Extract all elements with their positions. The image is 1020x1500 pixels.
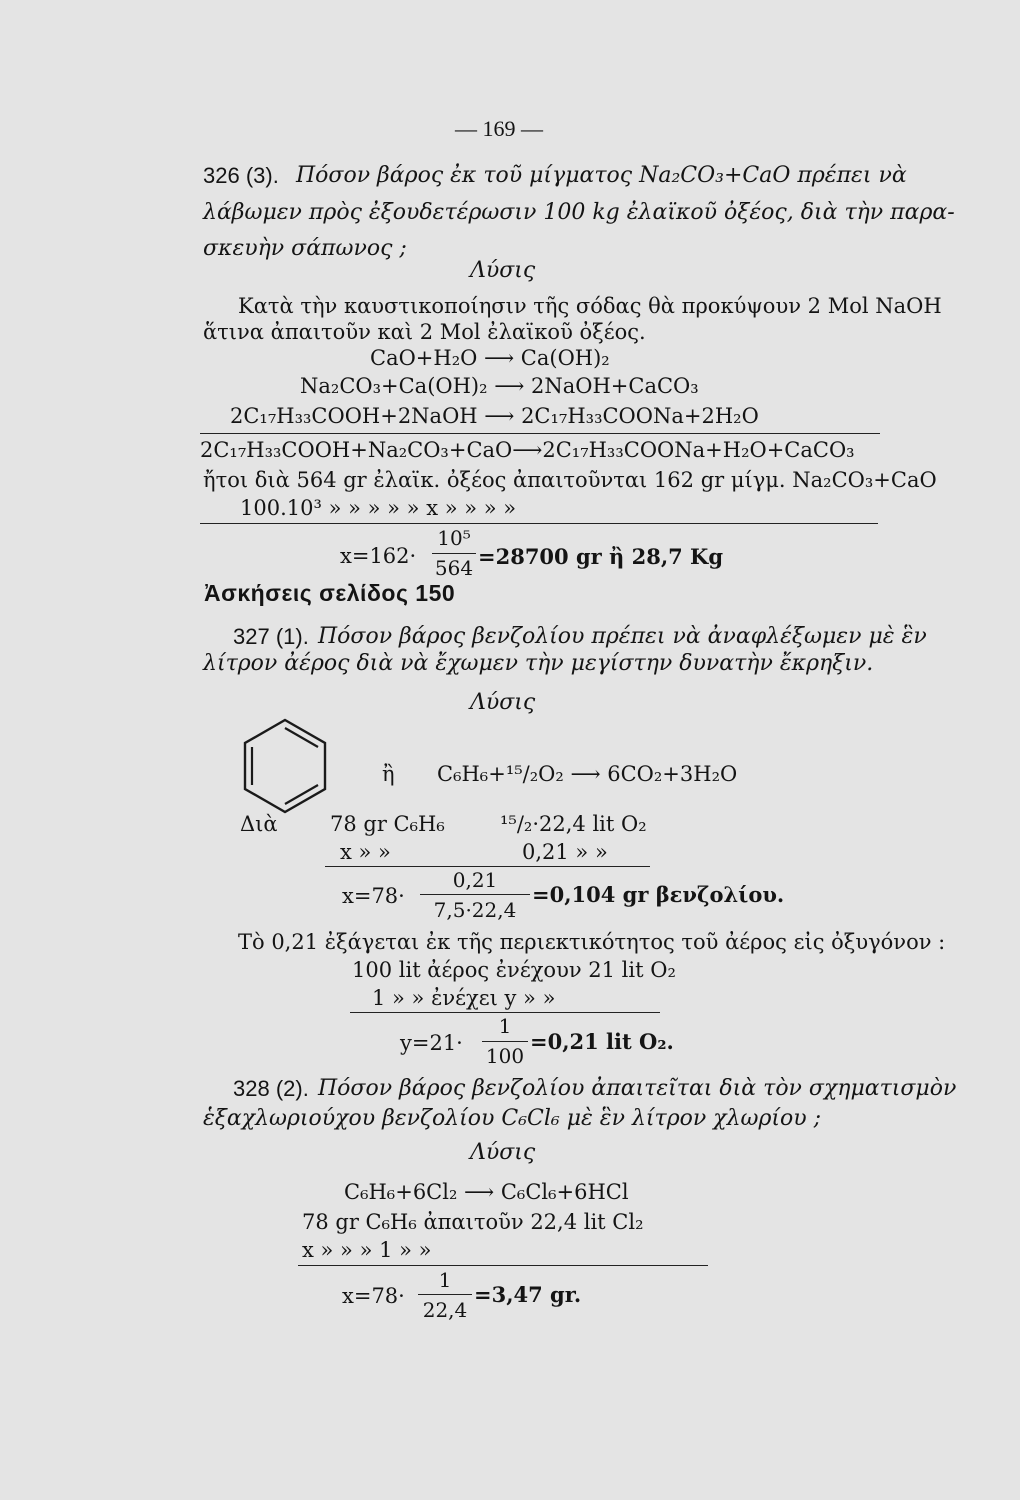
solution-heading: Λύσις xyxy=(470,258,536,283)
chemical-equation: CaO+H₂O ⟶ Ca(OH)₂ xyxy=(370,346,610,370)
ratio-cell: 78 gr C₆H₆ xyxy=(330,812,445,836)
result-value: =3,47 gr. xyxy=(474,1282,582,1307)
result-value: =0,104 gr βενζολίου. xyxy=(532,882,785,907)
fraction-bar xyxy=(482,1041,528,1042)
dia-word: Διὰ xyxy=(240,812,278,836)
section-heading: Ἀσκήσεις σελίδος 150 xyxy=(204,580,456,606)
result-prefix: x=78· xyxy=(342,884,405,908)
chemical-equation: Na₂CO₃+Ca(OH)₂ ⟶ 2NaOH+CaCO₃ xyxy=(300,374,699,398)
page-number: — 169 — xyxy=(455,116,543,141)
ratio-line: 100 lit ἀέρος ἐνέχουν 21 lit O₂ xyxy=(352,958,676,982)
sum-rule xyxy=(200,433,880,434)
problem-326-question-line2: λάβωμεν πρὸς ἐξουδετέρωσιν 100 kg ἐλαϊκοῦ ὀξέος, διὰ τὴν παρα- xyxy=(203,200,955,225)
problem-327-question-line2: λίτρον ἀέρος διὰ νὰ ἔχωμεν τὴν μεγίστην δυνατὴν ἔκρηξιν. xyxy=(203,651,874,676)
result-prefix: y=21· xyxy=(400,1031,463,1055)
text-line: Τὸ 0,21 ἐξάγεται ἐκ τῆς περιεκτικότητος τοῦ ἀέρος εἰς ὀξυγόνον : xyxy=(238,930,946,954)
result-value: =0,21 lit O₂. xyxy=(530,1029,674,1054)
ratio-rule xyxy=(298,1265,708,1266)
result-value: =28700 gr ἢ 28,7 Kg xyxy=(478,544,723,569)
problem-326-question-line1: Πόσον βάρος ἐκ τοῦ μίγματος Na₂CO₃+CaO πρέπει νὰ xyxy=(296,163,907,188)
ratio-line: ἤτοι διὰ 564 gr ἐλαϊκ. ὀξέος ἀπαιτοῦνται 162 gr μίγμ. Na₂CO₃+CaO xyxy=(203,468,937,492)
chemical-equation: C₆H₆+¹⁵/₂O₂ ⟶ 6CO₂+3H₂O xyxy=(437,762,738,786)
problem-number: 327 (1). xyxy=(233,624,309,649)
fraction-denominator: 564 xyxy=(434,556,474,580)
fraction-bar xyxy=(418,1294,472,1295)
problem-number: 326 (3). xyxy=(203,163,279,188)
fraction-denominator: 7,5·22,4 xyxy=(433,898,517,922)
chemical-equation: C₆H₆+6Cl₂ ⟶ C₆Cl₆+6HCl xyxy=(344,1180,629,1204)
ratio-cell: ¹⁵/₂·22,4 lit O₂ xyxy=(500,812,647,836)
problem-326 xyxy=(203,163,279,189)
fraction-denominator: 100 xyxy=(485,1044,525,1068)
ratio-cell: x » » xyxy=(340,840,391,864)
ratio-line: x » » » 1 » » xyxy=(302,1238,432,1262)
chemical-equation-total: 2C₁₇H₃₃COOH+Na₂CO₃+CaO⟶2C₁₇H₃₃COONa+H₂O+CaCO₃ xyxy=(200,438,855,462)
or-word: ἢ xyxy=(382,762,395,786)
result-prefix: x=78· xyxy=(342,1284,405,1308)
text-line: Κατὰ τὴν καυστικοποίησιν τῆς σόδας θὰ προκύψουν 2 Mol NaOH xyxy=(238,294,942,318)
solution-heading: Λύσις xyxy=(470,1140,536,1165)
problem-328-question-line2: ἑξαχλωριούχου βενζολίου C₆Cl₆ μὲ ἓν λίτρον χλωρίου ; xyxy=(203,1106,822,1131)
ratio-rule xyxy=(200,523,878,524)
ratio-rule xyxy=(350,1012,660,1013)
ratio-line: 100.10³ » » » » » x » » » » xyxy=(240,496,517,520)
solution-heading: Λύσις xyxy=(470,690,536,715)
ratio-cell: 0,21 » » xyxy=(522,840,608,864)
fraction-denominator: 22,4 xyxy=(422,1298,468,1322)
fraction-bar xyxy=(420,894,530,895)
ratio-line: 1 » » ἐνέχει y » » xyxy=(372,986,556,1010)
fraction-numerator: 1 xyxy=(438,1268,452,1292)
chemical-equation: 2C₁₇H₃₃COOH+2NaOH ⟶ 2C₁₇H₃₃COONa+2H₂O xyxy=(230,404,759,428)
ratio-rule xyxy=(325,866,650,867)
text-line: ἅτινα ἀπαιτοῦν καὶ 2 Mol ἐλαϊκοῦ ὀξέος. xyxy=(203,320,646,344)
fraction-bar xyxy=(432,553,476,554)
problem-326-question-line3: σκευὴν σάπωνος ; xyxy=(203,236,407,261)
fraction-numerator: 0,21 xyxy=(452,868,498,892)
fraction-numerator: 1 xyxy=(498,1014,512,1038)
problem-number: 328 (2). xyxy=(233,1076,309,1101)
problem-328-question-line1: Πόσον βάρος βενζολίου ἀπαιτεῖται διὰ τὸν σχηματισμὸν xyxy=(318,1076,957,1101)
fraction-numerator: 10⁵ xyxy=(437,526,471,550)
benzene-ring-icon xyxy=(240,716,330,816)
problem-327-question-line1: Πόσον βάρος βενζολίου πρέπει νὰ ἀναφλέξωμεν μὲ ἓν xyxy=(318,624,927,649)
result-prefix: x=162· xyxy=(340,544,417,568)
ratio-line: 78 gr C₆H₆ ἀπαιτοῦν 22,4 lit Cl₂ xyxy=(302,1210,644,1234)
